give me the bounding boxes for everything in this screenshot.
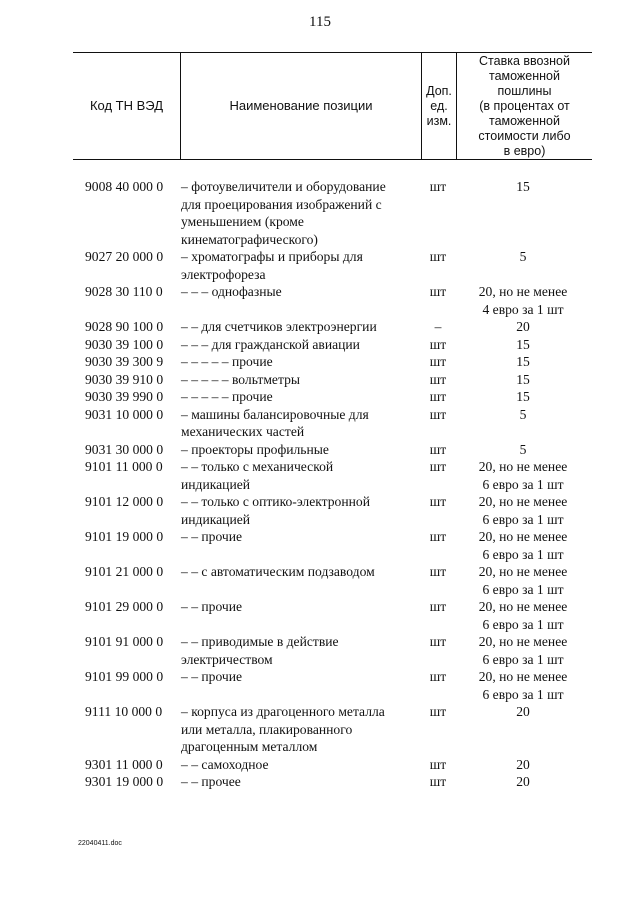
row-code: 9031 10 000 0: [85, 406, 164, 422]
row-name: – – самоходное: [181, 756, 269, 772]
table-row: [0, 773, 640, 791]
row-name: – – прочие: [181, 669, 243, 684]
row-name: – – прочие: [181, 599, 243, 614]
row-unit: шт: [429, 354, 447, 369]
table-row: [0, 178, 640, 248]
row-unit: шт: [429, 529, 447, 544]
row-rate: 20, но не менее 6 евро за 1 шт: [478, 669, 568, 702]
row-rate: 5: [519, 249, 527, 264]
row-unit: шт: [429, 459, 447, 474]
row-code: 9101 91 000 0: [85, 634, 164, 649]
row-code: 9028 30 110 0: [85, 284, 163, 299]
row-name: – – – – – вольтметры: [181, 371, 300, 387]
row-rate: 20, но не менее 6 евро за 1 шт: [478, 529, 568, 562]
row-unit: шт: [429, 494, 447, 509]
row-name: – – только с механической индикацией: [181, 459, 334, 492]
row-unit: шт: [429, 704, 447, 719]
row-code: 9028 90 100 0: [85, 319, 164, 334]
table-row: [0, 283, 640, 318]
table-row: [0, 371, 640, 389]
row-unit: шт: [429, 249, 447, 264]
row-code: 9030 39 300 9: [85, 354, 164, 369]
table-row: [0, 493, 640, 528]
row-code: 9030 39 910 0: [85, 371, 164, 387]
row-name: – – прочее: [181, 774, 241, 789]
table-header: [73, 52, 592, 160]
row-code: 9030 39 100 0: [85, 336, 164, 352]
row-unit: шт: [429, 774, 447, 789]
row-name: – машины балансировочные для механических частей: [181, 406, 369, 439]
row-rate: 20, но не менее 6 евро за 1 шт: [478, 634, 568, 667]
row-name: – – – – – прочие: [181, 389, 273, 404]
row-rate: 15: [516, 336, 530, 352]
row-rate: 20: [516, 756, 530, 772]
row-rate: 20, но не менее 6 евро за 1 шт: [478, 494, 568, 527]
table-row: [0, 756, 640, 774]
row-code: 9101 19 000 0: [85, 529, 164, 544]
row-unit: шт: [429, 669, 447, 684]
row-rate: 5: [519, 406, 527, 422]
row-name: – – – однофазные: [181, 284, 282, 299]
row-code: 9101 29 000 0: [85, 599, 164, 614]
table-row: [0, 388, 640, 406]
row-rate: 20, но не менее 4 евро за 1 шт: [478, 284, 568, 317]
row-unit: шт: [429, 564, 447, 579]
row-rate: 20: [516, 319, 530, 334]
row-rate: 15: [516, 354, 530, 369]
row-unit: шт: [429, 179, 447, 194]
row-unit: шт: [429, 389, 447, 404]
row-code: 9030 39 990 0: [85, 389, 164, 404]
row-name: – – с автоматическим подзаводом: [181, 564, 375, 579]
row-name: – хроматографы и приборы для электрофореза: [181, 249, 363, 282]
table-row: [0, 406, 640, 441]
table-row: [0, 353, 640, 371]
row-unit: шт: [429, 441, 447, 457]
row-unit: шт: [429, 634, 447, 649]
row-rate: 20, но не менее 6 евро за 1 шт: [478, 459, 568, 492]
header-name: Наименование позиции: [229, 98, 373, 113]
header-code: Код ТН ВЭД: [89, 98, 164, 113]
table-row: [0, 458, 640, 493]
row-code: 9027 20 000 0: [85, 249, 164, 264]
row-name: – корпуса из драгоценного металла или металла, плакированного драгоценным металлом: [181, 704, 385, 754]
row-name: – фотоувеличители и оборудование для проецирования изображений с уменьшением (кроме кинематографического): [181, 179, 386, 247]
row-rate: 15: [516, 179, 530, 194]
row-code: 9101 99 000 0: [85, 669, 164, 684]
table-row: [0, 703, 640, 756]
row-code: 9101 21 000 0: [85, 564, 164, 579]
row-rate: 20: [516, 704, 530, 719]
page-number: 115: [309, 14, 331, 30]
row-unit: шт: [429, 371, 447, 387]
table-row: [0, 633, 640, 668]
row-unit: шт: [429, 599, 447, 614]
row-rate: 5: [519, 441, 527, 457]
header-unit: Доп. ед. изм.: [426, 83, 452, 128]
row-unit: шт: [429, 756, 447, 772]
row-rate: 20, но не менее 6 евро за 1 шт: [478, 599, 568, 632]
row-name: – – прочие: [181, 529, 243, 544]
table-row: [0, 668, 640, 703]
table-row: [0, 318, 640, 336]
header-rate: Ставка ввозной таможенной пошлины (в процентах от таможенной стоимости либо в евро): [478, 53, 571, 158]
row-rate: 20, но не менее 6 евро за 1 шт: [478, 564, 568, 597]
row-name: – проекторы профильные: [181, 441, 329, 457]
table-row: [0, 528, 640, 563]
row-name: – – для счетчиков электроэнергии: [181, 319, 377, 334]
table-row: [0, 336, 640, 354]
row-code: 9101 11 000 0: [85, 459, 163, 474]
row-code: 9301 11 000 0: [85, 756, 163, 772]
row-unit: шт: [429, 284, 447, 299]
row-code: 9031 30 000 0: [85, 441, 164, 457]
row-code: 9111 10 000 0: [85, 704, 163, 719]
row-code: 9008 40 000 0: [85, 179, 164, 194]
footer-filename: 22040411.doc: [78, 840, 122, 847]
table-row: [0, 563, 640, 598]
row-name: – – – – – прочие: [181, 354, 273, 369]
row-unit: шт: [429, 336, 447, 352]
table-row: [0, 598, 640, 633]
row-name: – – только с оптико-электронной индикацией: [181, 494, 370, 527]
row-unit: шт: [429, 406, 447, 422]
row-rate: 15: [516, 389, 530, 404]
row-rate: 20: [516, 774, 530, 789]
table-row: [0, 248, 640, 283]
table-row: [0, 441, 640, 459]
row-code: 9101 12 000 0: [85, 494, 164, 509]
row-name: – – приводимые в действие электричеством: [181, 634, 339, 667]
row-name: – – – для гражданской авиации: [181, 336, 360, 352]
row-rate: 15: [516, 371, 530, 387]
row-code: 9301 19 000 0: [85, 774, 164, 789]
table-body: [0, 178, 640, 791]
row-unit: –: [434, 319, 442, 334]
